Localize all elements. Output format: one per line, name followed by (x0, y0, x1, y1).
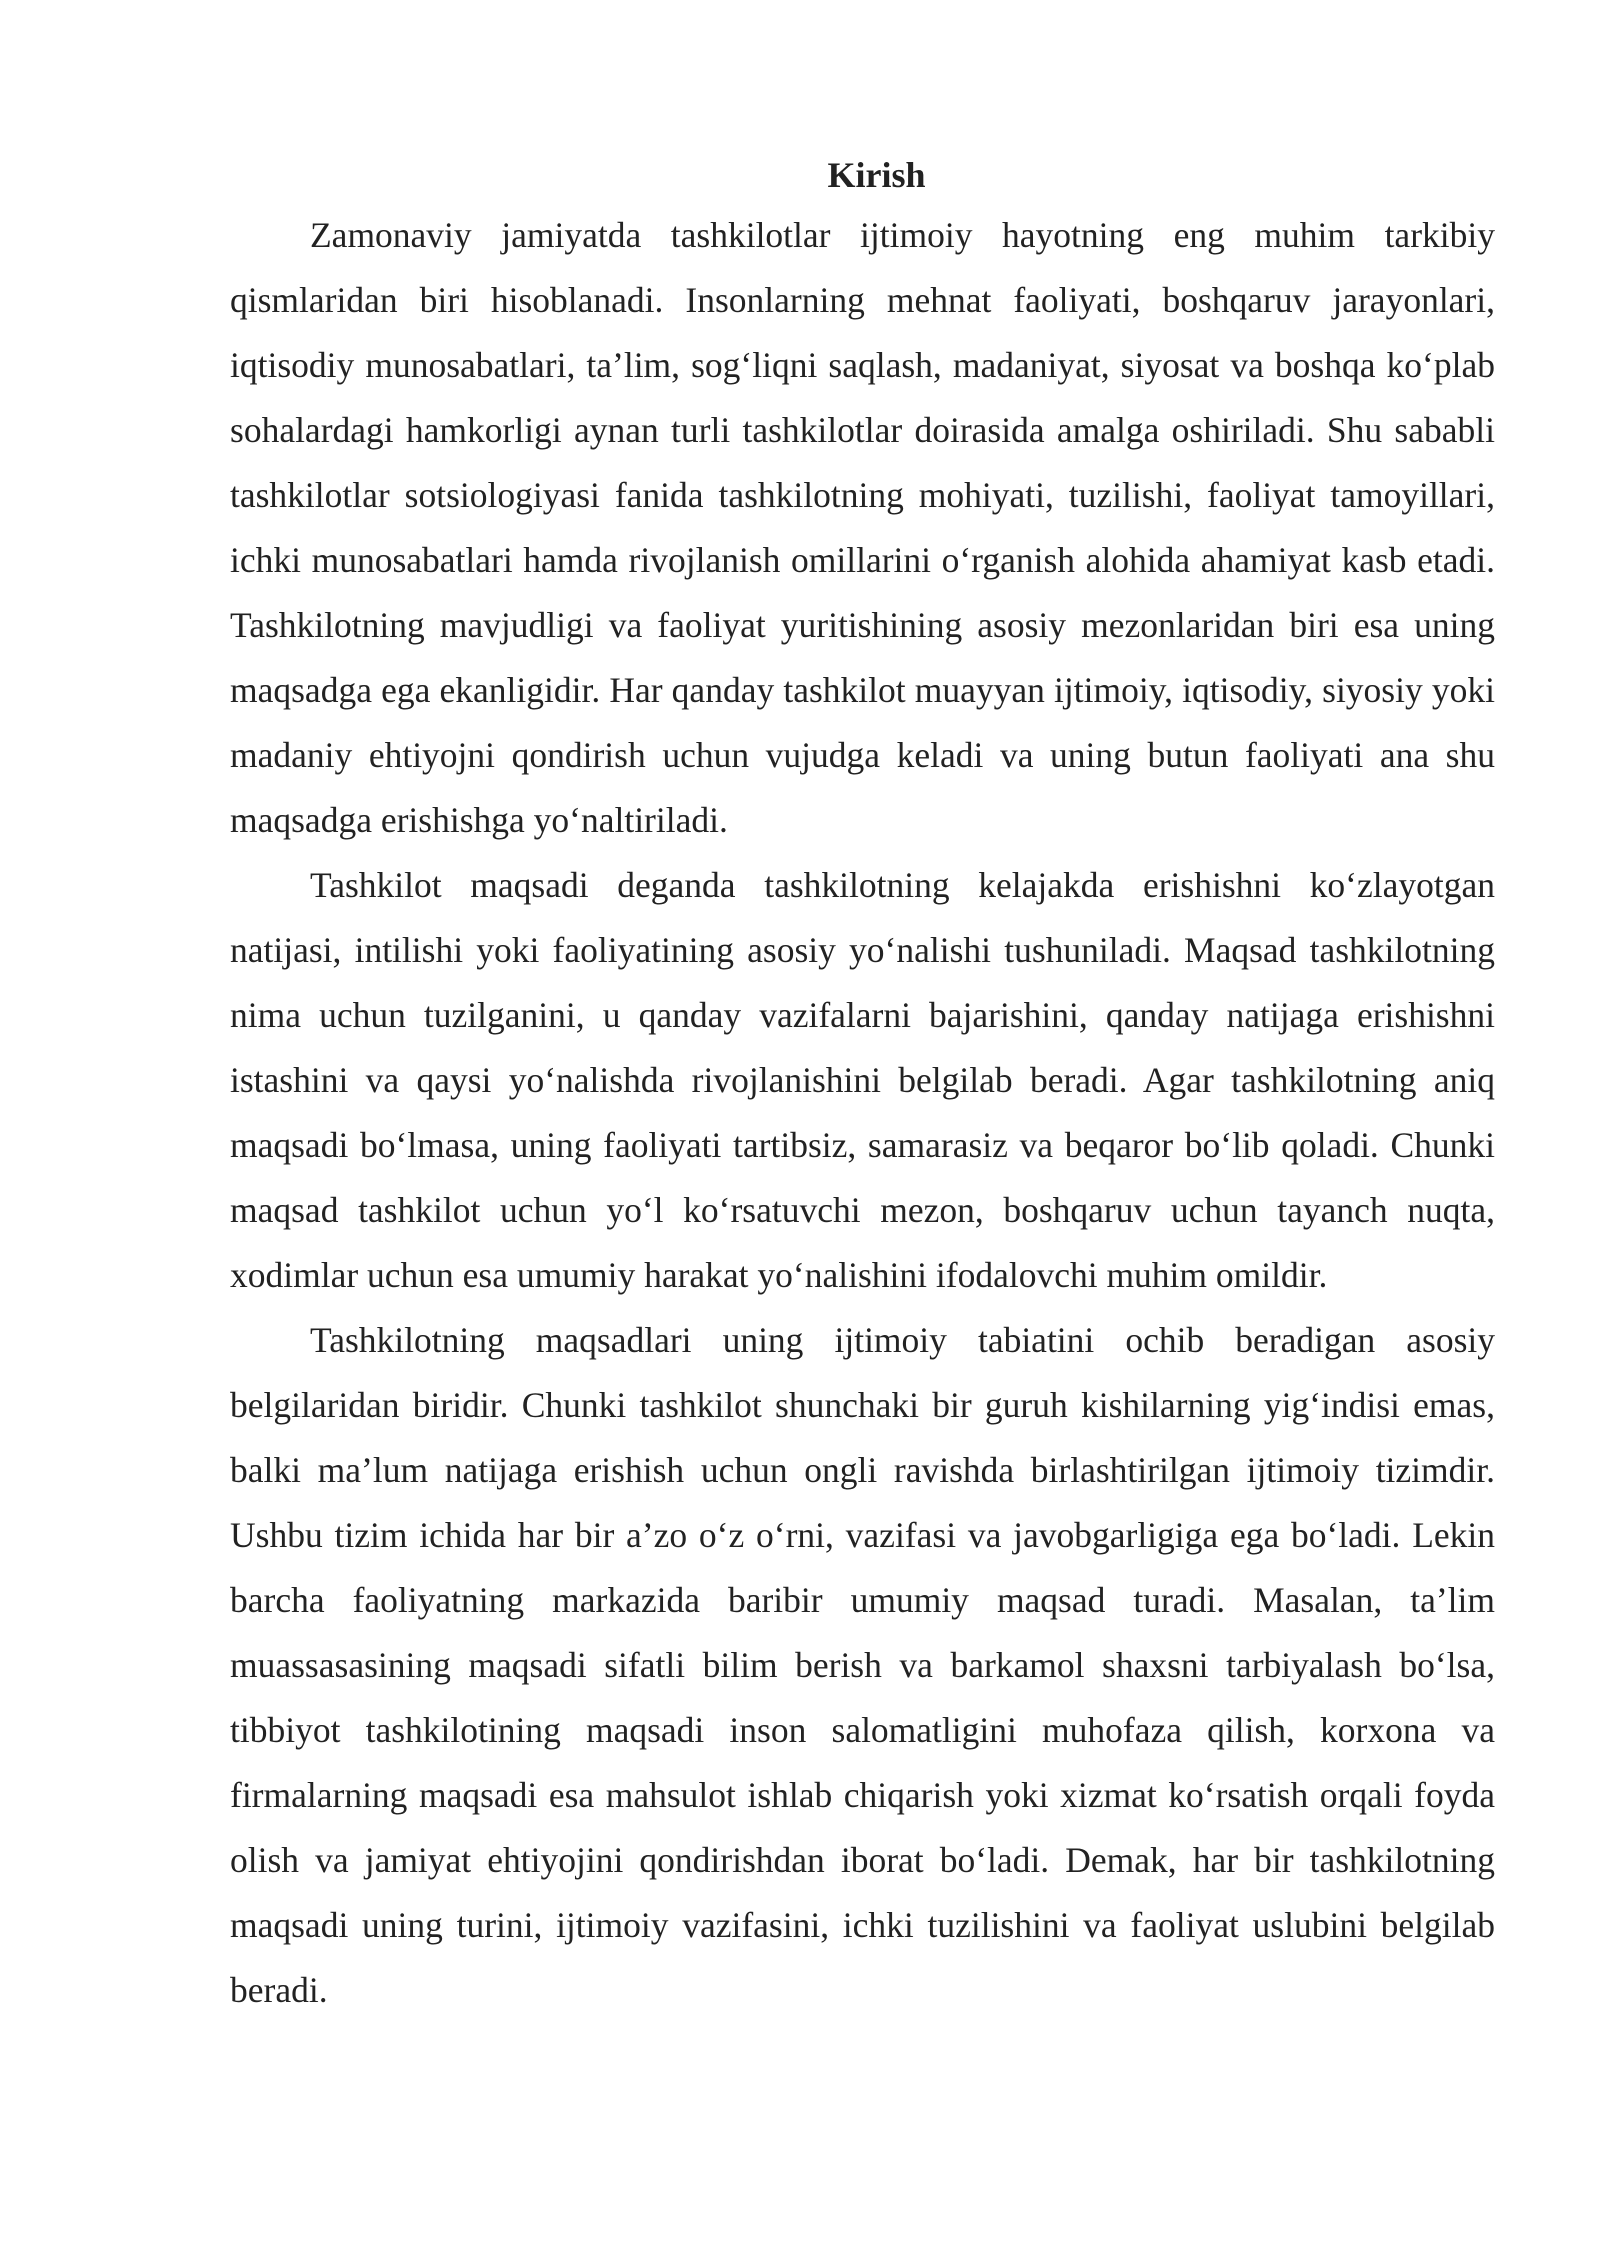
document-title: Kirish (827, 155, 926, 195)
paragraph-nature: Tashkilotning maqsadlari uning ijtimoiy tabiatini ochib beradigan asosiy belgilaridan biridir. Chunki tashkilot shunchaki bir guruh kishilarning yig‘indisi emas, balki ma’lum natijaga erishish uchun ongli ravishda birlashtirilgan ijtimoiy tizimdir. Ushbu tizim ichida har bir a’zo o‘z o‘rni, vazifasi va javobgarligiga ega bo‘ladi. Lekin barcha faoliyatning markazida baribir umumiy maqsad turadi. Masalan, ta’lim muassasasining maqsadi sifatli bilim berish va barkamol shaxsni tarbiyalash bo‘lsa, tibbiyot tashkilotining maqsadi inson salomatligini muhofaza qilish, korxona va firmalarning maqsadi esa mahsulot ishlab chiqarish yoki xizmat ko‘rsatish orqali foyda olish va jamiyat ehtiyojini qondirishdan iborat bo‘ladi. Demak, har bir tashkilotning maqsadi uning turini, ijtimoiy vazifasini, ichki tuzilishini va faoliyat uslubini belgilab beradi. (230, 1320, 1495, 2010)
paragraph-definition: Tashkilot maqsadi deganda tashkilotning kelajakda erishishni ko‘zlayotgan natijasi, intilishi yoki faoliyatining asosiy yo‘nalishi tushuniladi. Maqsad tashkilotning nima uchun tuzilganini, u qanday vazifalarni bajarishini, qanday natijaga erishishni istashini va qaysi yo‘nalishda rivojlanishini belgilab beradi. Agar tashkilotning aniq maqsadi bo‘lmasa, uning faoliyati tartibsiz, samarasiz va beqaror bo‘lib qoladi. Chunki maqsad tashkilot uchun yo‘l ko‘rsatuvchi mezon, boshqaruv uchun tayanch nuqta, xodimlar uchun esa umumiy harakat yo‘nalishini ifodalovchi muhim omildir. (230, 865, 1495, 1295)
paragraph-intro: Zamonaviy jamiyatda tashkilotlar ijtimoiy hayotning eng muhim tarkibiy qismlaridan biri hisoblanadi. Insonlarning mehnat faoliyati, boshqaruv jarayonlari, iqtisodiy munosabatlari, ta’lim, sog‘liqni saqlash, madaniyat, siyosat va boshqa ko‘plab sohalardagi hamkorligi aynan turli tashkilotlar doirasida amalga oshiriladi. Shu sababli tashkilotlar sotsiologiyasi fanida tashkilotning mohiyati, tuzilishi, faoliyat tamoyillari, ichki munosabatlari hamda rivojlanish omillarini o‘rganish alohida ahamiyat kasb etadi. Tashkilotning mavjudligi va faoliyat yuritishining asosiy mezonlaridan biri esa uning maqsadga ega ekanligidir. Har qanday tashkilot muayyan ijtimoiy, iqtisodiy, siyosiy yoki madaniy ehtiyojni qondirish uchun vujudga keladi va uning butun faoliyati ana shu maqsadga erishishga yo‘naltiriladi. (230, 215, 1495, 840)
document-page (230, 148, 1495, 2023)
